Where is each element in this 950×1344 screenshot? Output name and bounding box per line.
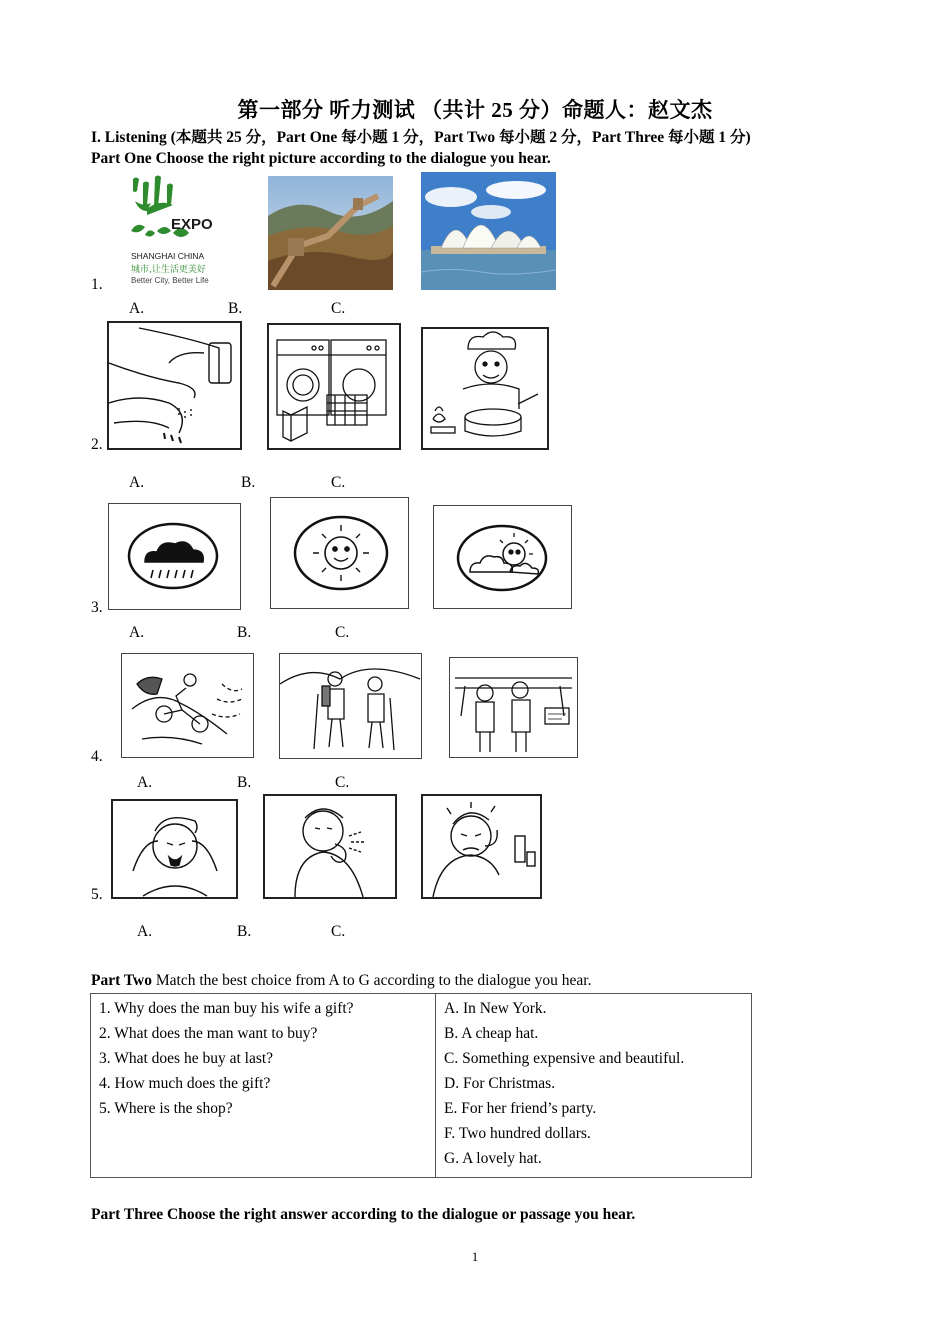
option-label-c: C. bbox=[331, 923, 346, 940]
match-answer: F. Two hundred dollars. bbox=[444, 1125, 591, 1142]
option-label-c: C. bbox=[331, 474, 346, 491]
great-wall-photo bbox=[268, 176, 393, 290]
cycling-picture bbox=[121, 653, 254, 758]
matching-table bbox=[90, 993, 752, 1178]
hiking-picture bbox=[279, 653, 422, 759]
match-answer: D. For Christmas. bbox=[444, 1075, 556, 1092]
option-label-a: A. bbox=[129, 624, 145, 641]
option-label-a: A. bbox=[137, 774, 153, 791]
expo-logo-sub: SHANGHAI CHINA bbox=[131, 251, 205, 261]
question-number: 3. bbox=[91, 599, 103, 616]
question-number: 4. bbox=[91, 748, 103, 765]
washing-hands-picture bbox=[107, 321, 242, 450]
match-answer: A. In New York. bbox=[444, 1000, 547, 1017]
part-one-instruction: Part One Choose the right picture according to the dialogue you hear. bbox=[91, 150, 551, 167]
option-label-b: B. bbox=[241, 474, 256, 491]
match-question: 4. How much does the gift? bbox=[99, 1075, 271, 1092]
expo-logo-main: EXPO bbox=[171, 216, 213, 233]
option-label-b: B. bbox=[237, 624, 252, 641]
expo-logo-image bbox=[125, 175, 240, 287]
part-two-label: Part Two bbox=[91, 972, 152, 989]
question-number: 2. bbox=[91, 436, 103, 453]
match-question: 2. What does the man want to buy? bbox=[99, 1025, 318, 1042]
washing-machine-picture bbox=[267, 323, 401, 450]
part-three-instruction: Part Three Choose the right answer according to the dialogue or passage you hear. bbox=[91, 1206, 636, 1223]
question-number: 5. bbox=[91, 886, 103, 903]
sunny-weather-picture bbox=[270, 497, 409, 609]
match-answer: C. Something expensive and beautiful. bbox=[444, 1050, 685, 1067]
sydney-opera-house-photo bbox=[421, 172, 556, 290]
shopping-picture bbox=[449, 657, 578, 758]
cooking-chef-picture bbox=[421, 327, 549, 450]
cough-picture bbox=[263, 794, 397, 899]
section-heading: I. Listening (本题共 25 分，Part One 每小题 1 分，Part Two 每小题 2 分，Part Three 每小题 1 分) bbox=[91, 129, 751, 146]
option-label-a: A. bbox=[129, 300, 145, 317]
page-title: 第一部分 听力测试 （共计 25 分）命题人：赵文杰 bbox=[237, 98, 713, 122]
option-label-c: C. bbox=[335, 624, 350, 641]
option-label-a: A. bbox=[129, 474, 145, 491]
part-two-instruction-text: Match the best choice from A to G according to the dialogue you hear. bbox=[152, 972, 592, 989]
match-answer: E. For her friend’s party. bbox=[444, 1100, 597, 1117]
option-label-c: C. bbox=[331, 300, 346, 317]
match-question: 5. Where is the shop? bbox=[99, 1100, 233, 1117]
headache-picture bbox=[111, 799, 238, 899]
answers-column bbox=[436, 994, 752, 1178]
option-label-a: A. bbox=[137, 923, 153, 940]
match-answer: B. A cheap hat. bbox=[444, 1025, 539, 1042]
match-answer: G. A lovely hat. bbox=[444, 1150, 542, 1167]
part-two-instruction bbox=[91, 972, 591, 990]
page-number: 1 bbox=[471, 1249, 479, 1264]
match-question: 3. What does he buy at last? bbox=[99, 1050, 274, 1067]
expo-logo-slogan-cn: 城市,让生活更美好 bbox=[131, 265, 206, 275]
option-label-b: B. bbox=[228, 300, 243, 317]
cloudy-sunny-weather-picture bbox=[433, 505, 572, 609]
question-number: 1. bbox=[91, 276, 103, 293]
questions-column bbox=[91, 994, 436, 1178]
expo-logo-slogan-en: Better City, Better Life bbox=[131, 276, 209, 285]
option-label-c: C. bbox=[335, 774, 350, 791]
match-question: 1. Why does the man buy his wife a gift? bbox=[99, 1000, 354, 1017]
rainy-weather-picture bbox=[108, 503, 241, 610]
option-label-b: B. bbox=[237, 923, 252, 940]
option-label-b: B. bbox=[237, 774, 252, 791]
toothache-picture bbox=[421, 794, 542, 899]
